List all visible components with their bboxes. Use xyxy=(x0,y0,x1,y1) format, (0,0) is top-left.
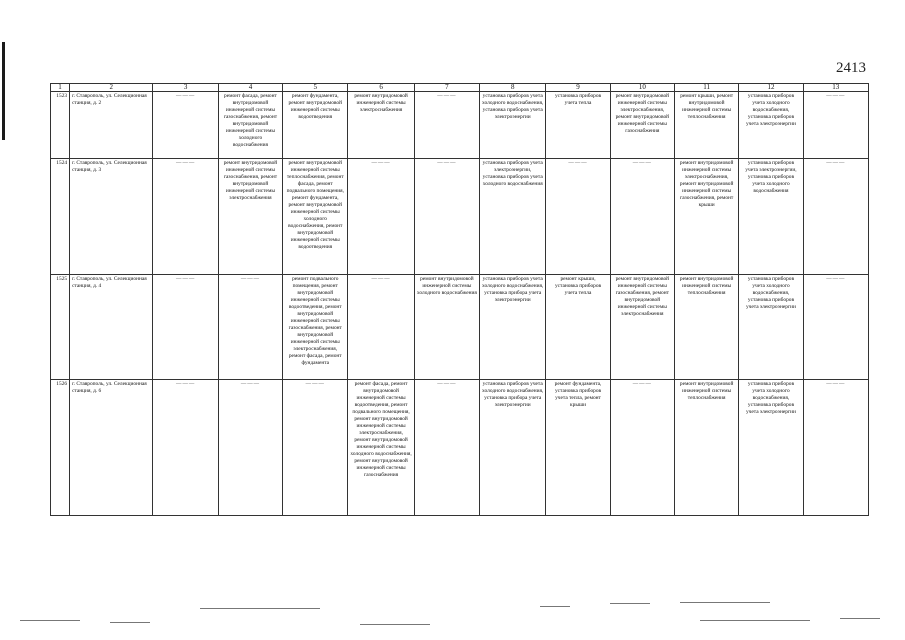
column-header: 10 xyxy=(610,84,674,92)
works-cell: установка приборов учета тепла xyxy=(546,92,610,159)
dash-mark: ——— xyxy=(176,276,196,282)
empty-cell xyxy=(218,380,282,516)
empty-cell xyxy=(153,380,218,516)
dash-mark: ——— xyxy=(437,93,457,99)
dash-mark: ——— xyxy=(632,160,652,166)
works-cell: установка приборов учета электроэнергии, установка приборов учета холодного водоснабжения xyxy=(739,159,803,275)
column-number-row xyxy=(51,84,869,92)
address-cell: г. Ставрополь, ул. Селекционная станция, д. 6 xyxy=(70,380,153,516)
empty-cell xyxy=(414,380,479,516)
column-header: 2 xyxy=(70,84,153,92)
table-row xyxy=(51,380,869,516)
works-cell: ремонт внутридомовой инженерной системы электроснабжения xyxy=(348,92,414,159)
page-number: 2413 xyxy=(836,60,866,76)
empty-cell xyxy=(546,159,610,275)
empty-cell xyxy=(414,159,479,275)
dash-mark: ——— xyxy=(176,160,196,166)
works-cell: ремонт внутридомовой инженерной системы электроснабжения, ремонт внутридомовой инженерной системы газоснабжения, ремонт крыши xyxy=(674,159,738,275)
table-row xyxy=(51,159,869,275)
works-cell: установка приборов учета холодного водоснабжения, установка прибора учета электроэнергии xyxy=(480,380,546,516)
works-cell: установка приборов учета электроэнергии, установка приборов учета холодного водоснабжения xyxy=(480,159,546,275)
column-header: 8 xyxy=(480,84,546,92)
empty-cell xyxy=(803,275,868,380)
empty-cell xyxy=(153,159,218,275)
works-cell: ремонт внутридомовой инженерной системы теплоснабжения, ремонт фасада, ремонт подвального помещения, ремонт фундамента, ремонт внутридомовой инженерной системы холодного водоснабжения, ремонт внутридомовой инженерной системы водоотведения xyxy=(283,159,348,275)
works-cell: ремонт внутридомовой инженерной системы электроснабжения, ремонт внутридомовой инженерной системы газоснабжения xyxy=(610,92,674,159)
row-number: 1526 xyxy=(51,380,70,516)
dash-mark: ——— xyxy=(437,160,457,166)
scan-margin-bar xyxy=(2,42,5,140)
works-cell: ремонт внутридомовой инженерной системы теплоснабжения xyxy=(674,275,738,380)
empty-cell xyxy=(803,92,868,159)
table-row xyxy=(51,275,869,380)
works-cell: ремонт фундамента, установка приборов учета тепла, ремонт крыши xyxy=(546,380,610,516)
works-cell: ремонт внутридомовой инженерной системы теплоснабжения xyxy=(674,380,738,516)
works-cell: установка приборов учета холодного водоснабжения, установка приборов учета электроэнергии xyxy=(739,275,803,380)
empty-cell xyxy=(153,275,218,380)
table-row xyxy=(51,92,869,159)
scan-noise xyxy=(0,600,905,640)
dash-mark: ——— xyxy=(240,276,261,282)
column-header: 3 xyxy=(153,84,218,92)
works-cell: ремонт крыши, ремонт внутридомовой инженерной системы теплоснабжения xyxy=(674,92,738,159)
address-cell: г. Ставрополь, ул. Селекционная станция, д. 2 xyxy=(70,92,153,159)
row-number: 1525 xyxy=(51,275,70,380)
empty-cell xyxy=(283,380,348,516)
dash-mark: ——— xyxy=(826,381,846,387)
dash-mark: ——— xyxy=(305,381,325,387)
works-cell: ремонт крыши, установка приборов учета тепла xyxy=(546,275,610,380)
empty-cell xyxy=(414,92,479,159)
empty-cell xyxy=(348,275,414,380)
dash-mark: ——— xyxy=(826,93,846,99)
works-cell: установка приборов учета холодного водоснабжения, установка прибора учета электроэнергии xyxy=(480,275,546,380)
empty-cell xyxy=(610,159,674,275)
repair-schedule-table xyxy=(50,83,869,516)
column-header: 9 xyxy=(546,84,610,92)
empty-cell xyxy=(153,92,218,159)
dash-mark: ——— xyxy=(176,381,196,387)
column-header: 11 xyxy=(674,84,738,92)
works-cell: ремонт внутридомовой инженерной системы холодного водоснабжения xyxy=(414,275,479,380)
empty-cell xyxy=(610,380,674,516)
column-header: 12 xyxy=(739,84,803,92)
dash-mark: ——— xyxy=(240,381,261,387)
column-header: 4 xyxy=(218,84,282,92)
dash-mark: ——— xyxy=(176,93,196,99)
works-cell: установка приборов учета холодного водоснабжения, установка приборов учета электроэнергии xyxy=(739,92,803,159)
dash-mark: ——— xyxy=(632,381,652,387)
works-cell: ремонт подвального помещения, ремонт внутридомовой инженерной системы водоотведения, ремонт внутридомовой инженерной системы газоснабжения, ремонт внутридомовой инженерной системы электроснабжения, ремонт фасада, ремонт фундамента xyxy=(283,275,348,380)
dash-mark: ——— xyxy=(568,160,588,166)
dash-mark: ——— xyxy=(826,160,846,166)
works-cell: ремонт фасада, ремонт внутридомовой инженерной системы газоснабжения, ремонт внутридомовой инженерной системы холодного водоснабжения xyxy=(218,92,282,159)
column-header: 7 xyxy=(414,84,479,92)
works-cell: ремонт фундамента, ремонт внутридомовой инженерной системы водоотведения xyxy=(283,92,348,159)
empty-cell xyxy=(348,159,414,275)
works-cell: установка приборов учета холодного водоснабжения, установка приборов учета электроэнергии xyxy=(739,380,803,516)
row-number: 1524 xyxy=(51,159,70,275)
column-header: 6 xyxy=(348,84,414,92)
dash-mark: ——— xyxy=(371,276,391,282)
dash-mark: ——— xyxy=(826,276,846,282)
column-header: 5 xyxy=(283,84,348,92)
dash-mark: ——— xyxy=(371,160,391,166)
works-cell: ремонт внутридомовой инженерной системы газоснабжения, ремонт внутридомовой инженерной системы электроснабжения xyxy=(610,275,674,380)
works-cell: установка приборов учета холодного водоснабжения, установка приборов учета электроэнергии xyxy=(480,92,546,159)
empty-cell xyxy=(218,275,282,380)
row-number: 1523 xyxy=(51,92,70,159)
empty-cell xyxy=(803,159,868,275)
address-cell: г. Ставрополь, ул. Селекционная станция, д. 3 xyxy=(70,159,153,275)
empty-cell xyxy=(803,380,868,516)
column-header: 1 xyxy=(51,84,70,92)
dash-mark: ——— xyxy=(437,381,457,387)
address-cell: г. Ставрополь, ул. Селекционная станция, д. 4 xyxy=(70,275,153,380)
works-cell: ремонт внутридомовой инженерной системы газоснабжения, ремонт внутридомовой инженерной системы электроснабжения xyxy=(218,159,282,275)
column-header: 13 xyxy=(803,84,868,92)
works-cell: ремонт фасада, ремонт внутридомовой инженерной системы водоотведения, ремонт подвального помещения, ремонт внутридомовой инженерной системы электроснабжения, ремонт внутридомовой инженерной системы холодного водоснабжения, ремонт внутридомовой инженерной системы газоснабжения xyxy=(348,380,414,516)
